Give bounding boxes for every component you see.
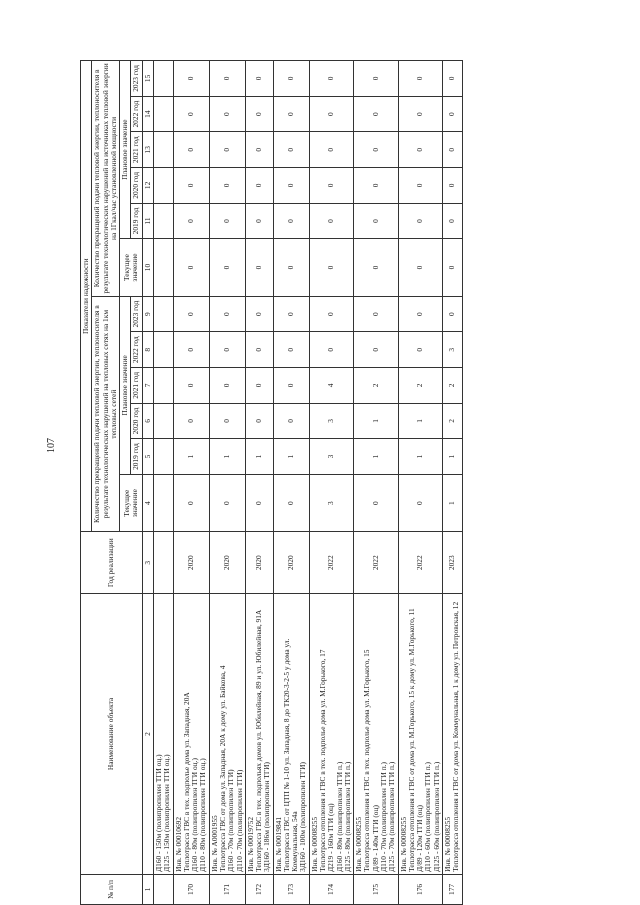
object-name-line: Д125 - 70м (полипропилен ТГИ п.) bbox=[387, 761, 397, 872]
row-number: 172 bbox=[245, 874, 273, 904]
header-group-networks: Количество прекращений подачи тепловой энергии, теплоносителя в результате технологических нарушений на тепловых сетях на 1км тепловых сетей bbox=[92, 296, 120, 532]
object-name-line: Теплотрасса отопления и ГВС в тех. подполье дома ул. М.Горького, 15 bbox=[362, 649, 372, 872]
object-name-line: Д110 - 60м (полипропилен ТГИ п.) bbox=[423, 762, 433, 872]
network-value: 0 bbox=[398, 474, 442, 532]
network-value: 3 bbox=[442, 332, 462, 368]
object-name-line: Инв. № А0001955 bbox=[209, 815, 219, 872]
object-name-line: Теплотрасса отопления и ГВС в тех. подполье дома ул. М.Горького, 17 bbox=[318, 649, 328, 872]
rotated-table-wrapper bbox=[80, 60, 463, 905]
source-value: 0 bbox=[273, 203, 309, 239]
object-name-line: Д160 - 80м (полипропилен ТГИ оц.) bbox=[190, 758, 200, 872]
column-number: 10 bbox=[142, 239, 153, 297]
column-number: 1 bbox=[142, 874, 153, 904]
source-value: 0 bbox=[398, 96, 442, 132]
source-value: 0 bbox=[209, 239, 245, 297]
header-num: № п/п bbox=[81, 874, 143, 904]
source-value: 0 bbox=[245, 239, 273, 297]
source-value: 0 bbox=[245, 96, 273, 132]
source-value: 0 bbox=[173, 239, 209, 297]
source-value: 0 bbox=[354, 96, 398, 132]
source-value: 0 bbox=[309, 168, 353, 204]
object-name-line: Теплотрасса отопления и ГВС от дома ул. М.Горького, 15 к дому ул. М.Горького, 11 bbox=[406, 608, 416, 872]
table-row bbox=[209, 61, 245, 905]
source-value: 0 bbox=[354, 239, 398, 297]
source-value: 0 bbox=[354, 61, 398, 97]
object-name-line: 3Д160 - 100м (полипропилен ТГИ) bbox=[298, 762, 308, 872]
network-value: 0 bbox=[273, 368, 309, 404]
network-value: 3 bbox=[309, 474, 353, 532]
source-value: 0 bbox=[442, 132, 462, 168]
object-name bbox=[398, 594, 442, 875]
header-year-cell: 2021 год bbox=[131, 132, 142, 168]
column-number: 11 bbox=[142, 203, 153, 239]
network-value: 0 bbox=[173, 403, 209, 439]
source-value: 0 bbox=[442, 96, 462, 132]
implementation-year: 2022 bbox=[354, 532, 398, 594]
network-value: 3 bbox=[309, 439, 353, 475]
column-number: 13 bbox=[142, 132, 153, 168]
source-value: 0 bbox=[398, 132, 442, 168]
object-name bbox=[209, 594, 245, 875]
source-value: 0 bbox=[398, 61, 442, 97]
network-value: 1 bbox=[354, 403, 398, 439]
source-value: 0 bbox=[273, 96, 309, 132]
network-value: 1 bbox=[398, 439, 442, 475]
object-name-line: Инв. № 00008255 bbox=[398, 816, 408, 872]
table-body bbox=[153, 61, 462, 905]
network-value: 0 bbox=[309, 332, 353, 368]
network-value: 0 bbox=[209, 403, 245, 439]
object-name-line: Д125 - 80м (полипропилен ТГИ п.) bbox=[342, 761, 352, 872]
object-name-line: Д110 - 80м (полипропилен ТГИ оц.) bbox=[198, 758, 208, 872]
header-year-cell: 2021 год bbox=[131, 368, 142, 404]
implementation-year: 2022 bbox=[398, 532, 442, 594]
object-name-line: Инв. № 00010692 bbox=[173, 816, 183, 872]
object-name-line: Инв. № 00008255 bbox=[309, 816, 319, 872]
column-number: 12 bbox=[142, 168, 153, 204]
row-number: 177 bbox=[442, 874, 462, 904]
source-value: 0 bbox=[398, 168, 442, 204]
carryover-text bbox=[153, 594, 173, 875]
network-value: 1 bbox=[398, 403, 442, 439]
header-current-1: Текущее значение bbox=[120, 474, 143, 532]
column-number: 8 bbox=[142, 332, 153, 368]
source-value: 0 bbox=[173, 132, 209, 168]
network-value: 0 bbox=[398, 296, 442, 332]
header-year-cell: 2020 год bbox=[131, 403, 142, 439]
source-value: 0 bbox=[245, 168, 273, 204]
source-value: 0 bbox=[273, 61, 309, 97]
header-current-2: Текущее значение bbox=[120, 239, 143, 297]
row-number: 173 bbox=[273, 874, 309, 904]
source-value: 0 bbox=[309, 203, 353, 239]
network-value: 0 bbox=[309, 296, 353, 332]
header-year-cell: 2023 год bbox=[131, 61, 142, 97]
implementation-year: 2023 bbox=[442, 532, 462, 594]
network-value: 0 bbox=[209, 296, 245, 332]
network-value: 3 bbox=[309, 403, 353, 439]
column-number: 9 bbox=[142, 296, 153, 332]
table-row bbox=[245, 61, 273, 905]
source-value: 0 bbox=[273, 239, 309, 297]
network-value: 0 bbox=[273, 296, 309, 332]
network-value: 2 bbox=[442, 368, 462, 404]
table-row bbox=[273, 61, 309, 905]
object-name-line: Теплотрасса ГВС в тех. подполье дома ул. Западная, 20А bbox=[181, 692, 191, 872]
network-value: 2 bbox=[354, 368, 398, 404]
network-value: 0 bbox=[173, 296, 209, 332]
column-number: 3 bbox=[142, 532, 153, 594]
implementation-year: 2020 bbox=[245, 532, 273, 594]
object-name-line: Д160 - 80м (полипропилен ТГИ п.) bbox=[334, 761, 344, 872]
header-planned-1: Плановое значение bbox=[120, 296, 131, 474]
object-name-line: Д110 - 70м (полипропилен ТГИ п.) bbox=[379, 762, 388, 872]
source-value: 0 bbox=[173, 168, 209, 204]
table-row bbox=[442, 61, 462, 905]
source-value: 0 bbox=[442, 168, 462, 204]
network-value: 0 bbox=[173, 332, 209, 368]
table-row bbox=[398, 61, 442, 905]
network-value: 0 bbox=[442, 296, 462, 332]
header-indicators: Показатели надежности bbox=[81, 61, 92, 532]
header-year-cell: 2022 год bbox=[131, 96, 142, 132]
source-value: 0 bbox=[354, 132, 398, 168]
source-value: 0 bbox=[309, 132, 353, 168]
network-value: 1 bbox=[354, 439, 398, 475]
source-value: 0 bbox=[209, 61, 245, 97]
source-value: 0 bbox=[398, 203, 442, 239]
network-value: 0 bbox=[354, 474, 398, 532]
source-value: 0 bbox=[354, 168, 398, 204]
source-value: 0 bbox=[209, 96, 245, 132]
network-value: 1 bbox=[442, 439, 462, 475]
column-number-row bbox=[142, 61, 153, 905]
header-year: Год реализации bbox=[81, 532, 143, 594]
object-name-line: Теплотрасса отопления и ГВС от дома ул. Коммунальная, 1 к дому ул. Петровская, 12 bbox=[451, 601, 461, 872]
object-name-line: Теплотрасса ГВС от дома ул. Западная, 20А к дому ул. Байкова, 4 bbox=[217, 665, 227, 872]
implementation-year: 2020 bbox=[273, 532, 309, 594]
object-name-line: Инв. № 00019841 bbox=[273, 816, 283, 872]
object-name-line: Д/89 - 120м ТГИ (оц) bbox=[415, 805, 425, 872]
reliability-table bbox=[80, 60, 463, 905]
source-value: 0 bbox=[273, 168, 309, 204]
source-value: 0 bbox=[398, 239, 442, 297]
network-value: 1 bbox=[173, 439, 209, 475]
object-name-line: Инв. № 00008255 bbox=[354, 816, 364, 872]
object-name-line: Д125 - 60м (полипропилен ТГИ п.) bbox=[431, 761, 441, 872]
source-value: 0 bbox=[173, 61, 209, 97]
row-number: 174 bbox=[309, 874, 353, 904]
object-name-line: Теплотрасса ГВС в тех. подпольях домов ул. Юбилейная, 89 и ул. Юбилейная, 91А bbox=[254, 609, 264, 872]
object-name-line: Теплотрасса ГВС от ЦТП № 1-10 ул. Западная, 8 до ТК20-3-2-5 у дома ул. Коммунальная, 54а bbox=[281, 638, 300, 872]
column-number: 2 bbox=[142, 594, 153, 875]
source-value: 0 bbox=[309, 61, 353, 97]
network-value: 2 bbox=[398, 368, 442, 404]
carryover-line: Д125 - 150м (полипропилен ТГИ оц.) bbox=[162, 754, 172, 872]
column-number: 6 bbox=[142, 403, 153, 439]
network-value: 0 bbox=[398, 332, 442, 368]
source-value: 0 bbox=[209, 168, 245, 204]
network-value: 0 bbox=[245, 403, 273, 439]
header-group-sources: Количество прекращений подачи тепловой энергии, теплоносителя в результате технологических нарушений на источниках тепловой энергии на 1Гкал/час установленной мощности bbox=[92, 61, 120, 297]
source-value: 0 bbox=[245, 132, 273, 168]
source-value: 0 bbox=[309, 239, 353, 297]
network-value: 0 bbox=[173, 368, 209, 404]
object-name-line: Д/89 - 140м ТГИ (оц) bbox=[370, 805, 380, 872]
network-value: 0 bbox=[245, 332, 273, 368]
network-value: 0 bbox=[209, 368, 245, 404]
network-value: 2 bbox=[442, 403, 462, 439]
object-name-line: Инв. № 00019752 bbox=[245, 816, 255, 872]
table-row bbox=[309, 61, 353, 905]
object-name-line: Д110 - 70м (полипропилен ТГИ) bbox=[234, 769, 244, 872]
network-value: 0 bbox=[273, 403, 309, 439]
object-name bbox=[309, 594, 353, 875]
source-value: 0 bbox=[245, 203, 273, 239]
object-name-line: Д160 - 70м (полипропилен ТГИ) bbox=[226, 769, 236, 872]
row-number: 170 bbox=[173, 874, 209, 904]
column-number: 15 bbox=[142, 61, 153, 97]
network-value: 0 bbox=[354, 296, 398, 332]
object-name-line: 3Д160 - 186м (полипропилен ТГИ) bbox=[262, 762, 272, 872]
network-value: 0 bbox=[209, 332, 245, 368]
network-value: 0 bbox=[173, 474, 209, 532]
network-value: 0 bbox=[245, 368, 273, 404]
column-number: 4 bbox=[142, 474, 153, 532]
network-value: 1 bbox=[273, 439, 309, 475]
object-name bbox=[245, 594, 273, 875]
network-value: 1 bbox=[209, 439, 245, 475]
row-number: 171 bbox=[209, 874, 245, 904]
network-value: 0 bbox=[273, 332, 309, 368]
source-value: 0 bbox=[442, 239, 462, 297]
object-name-line: Инв. № 00008255 bbox=[442, 816, 452, 872]
source-value: 0 bbox=[173, 203, 209, 239]
object-name bbox=[442, 594, 462, 875]
source-value: 0 bbox=[354, 203, 398, 239]
network-value: 0 bbox=[209, 474, 245, 532]
source-value: 0 bbox=[245, 61, 273, 97]
object-name-line: Д219 - 160м ТГИ (оц) bbox=[326, 803, 336, 872]
row-number: 175 bbox=[354, 874, 398, 904]
carryover-line: Д160 - 150м (полипропилен ТГИ оц.) bbox=[153, 754, 163, 872]
table-row bbox=[354, 61, 398, 905]
header-name: Наименование объекта bbox=[81, 594, 143, 875]
carryover-row bbox=[153, 61, 173, 905]
header-year-cell: 2019 год bbox=[131, 439, 142, 475]
network-value: 0 bbox=[273, 474, 309, 532]
network-value: 0 bbox=[245, 474, 273, 532]
network-value: 1 bbox=[442, 474, 462, 532]
row-number: 176 bbox=[398, 874, 442, 904]
column-number: 7 bbox=[142, 368, 153, 404]
network-value: 0 bbox=[354, 332, 398, 368]
header-year-cell: 2020 год bbox=[131, 168, 142, 204]
network-value: 1 bbox=[245, 439, 273, 475]
source-value: 0 bbox=[209, 203, 245, 239]
source-value: 0 bbox=[309, 96, 353, 132]
column-number: 14 bbox=[142, 96, 153, 132]
object-name bbox=[273, 594, 309, 875]
page-number: 107 bbox=[46, 438, 57, 453]
object-name bbox=[173, 594, 209, 875]
implementation-year: 2020 bbox=[209, 532, 245, 594]
source-value: 0 bbox=[209, 132, 245, 168]
column-number: 5 bbox=[142, 439, 153, 475]
table-row bbox=[173, 61, 209, 905]
header-year-cell: 2022 год bbox=[131, 332, 142, 368]
implementation-year: 2020 bbox=[173, 532, 209, 594]
header-planned-2: Плановое значение bbox=[120, 61, 131, 239]
network-value: 4 bbox=[309, 368, 353, 404]
source-value: 0 bbox=[173, 96, 209, 132]
object-name bbox=[354, 594, 398, 875]
source-value: 0 bbox=[442, 61, 462, 97]
source-value: 0 bbox=[273, 132, 309, 168]
source-value: 0 bbox=[442, 203, 462, 239]
implementation-year: 2022 bbox=[309, 532, 353, 594]
header-year-cell: 2019 год bbox=[131, 203, 142, 239]
header-year-cell: 2023 год bbox=[131, 296, 142, 332]
network-value: 0 bbox=[245, 296, 273, 332]
